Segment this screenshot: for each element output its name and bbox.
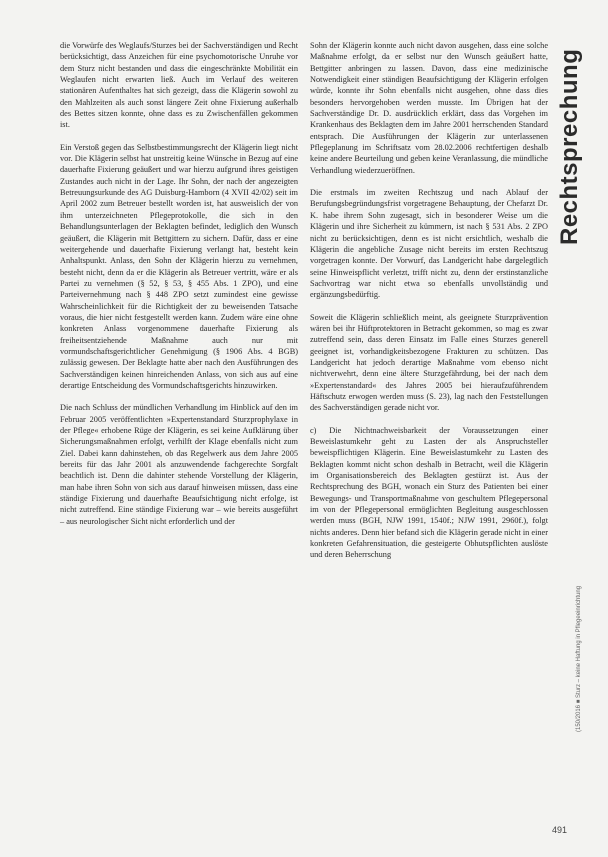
paragraph: Soweit die Klägerin schließlich meint, als geeignete Sturzprävention wären bei ihr Hüftprotektoren in Betracht gekommen, so mag es zwar zutreffend sein, dass deren Einsatz im Falle eines Sturzes generell geeignet ist, vorhandigkeitsbezogene Frakturen zu schützen. Das Landgericht hat jedoch derartige Maßnahme vom ebenso nicht nichtverwehrt, denn eine ältere Sturzgefährdung, bei der nach dem »Expertenstandard« des Jahres 2005 bei hieraufzuführendem Häftschutz erwogen werden muss (S. 23), lag nach den Feststellungen des Sachverständigen gerade nicht vor. [310,312,548,413]
paragraph: c) Die Nichtnachweisbarkeit der Voraussetzungen einer Beweislastumkehr geht zu Lasten der als Anspruchsteller beweispflichtigen Klägerin. Eine Beweislastumkehr zu Lasten des Beklagten kommt nicht schon deshalb in Betracht, weil die Klägerin im Organisationsbereich des Beklagten gestürzt ist. Aus der Rechtsprechung des BGH, wonach ein Sturz des Patienten bei einer Bewegungs- und Transportmaßnahme von geschultem Pflegepersonal im von der Pflegepersonal ermöglichten Begleitung ausgeschlossen werden muss (BGH, NJW 1991, 1540f.; NJW 1991, 2960f.), folgt nichts anderes. Denn hier befand sich die Klägerin gerade nicht in einer konkreten Gefahrensituation, die gesteigerte Obhutspflichten auslöste und deren Beherrschung [310,425,548,560]
paragraph: Die nach Schluss der mündlichen Verhandlung im Hinblick auf den im Februar 2005 veröffentlichten »Expertenstandard Sturzprophylaxe in der Pflege« erhobene Rüge der Klägerin, es sei keine Aufklärung über Sicherungsmaßnahmen erfolgt, verhilft der Klage ebenfalls nicht zum Ziel. Dabei kann dahinstehen, ob das Regelwerk aus dem Jahre 2005 bereits für das Jahr 2001 als anzuwendende fachgerechte Sorgfalt beachtlich ist. Denn die dahinter stehende Vorstellung der Klägerin, man habe ihren Sohn von sich aus darauf hinweisen müssen, dass eine ständige Fixierung und dauerhafte Beaufsichtigung nicht erfolge, ist nicht zutreffend. Eine ständige Fixierung war – wie bereits ausgeführt – aus neurologischer Sicht nicht erforderlich und der [60,403,298,526]
section-title: Rechtsprechung [556,48,583,245]
running-footer: (150/2016 ■ Sturz – keine Haftung in Pflegeeinrichtung [576,585,582,732]
page-number: 491 [552,825,568,835]
paragraph: Sohn der Klägerin konnte auch nicht davon ausgehen, dass eine solche Maßnahme erfolgt, da er selbst nur den Wunsch geäußert hatte, Bettgitter anbringen zu lassen. Davon, dass eine medizinische Notwendigkeit einer ständigen Beaufsichtigung der Klägerin erfolgen würde, konnte ihr Sohn ebenfalls nicht ausgehen, ohne dass dies besonders hervorgehoben werden musste. Im Übrigen hat der Sachverständige Dr. D. ausdrücklich erklärt, dass das Vorgehen im Krankenhaus des Beklagten dem im Jahre 2001 herrschenden Standard entsprach. Die Ausführungen der Klägerin zur unterlassenen Pflegeplanung im Schriftsatz vom 28.02.2006 rechtfertigen deshalb keine andere Beurteilung und geben keine Veranlassung, die mündliche Verhandlung wiederzueröffnen. [310,41,548,175]
left-column [60,40,298,538]
paragraph: Die erstmals im zweiten Rechtszug und nach Ablauf der Berufungsbegründungsfrist vorgetragene Behauptung, der Chefarzt Dr. K. habe ihrem Sohn zugesagt, sich in besonderer Weise um die Klägerin und ihre Sicherheit zu kümmern, ist nach § 531 Abs. 2 ZPO nicht zu berücksichtigen, denn es ist nicht ersichtlich, weshalb die Klägerin die angebliche Zusage nicht bereits im ersten Rechtszug vorgetragen konnte. Der Vorwurf, das Landgericht habe dargelegtlich seine Hinweispflicht verletzt, trifft nicht zu, denn der erstinstanzliche Sachvortrag war nicht etwa so ebenfalls unvollständig und ergänzungsbedürftig. [310,188,548,300]
right-column [310,40,548,572]
paragraph: die Vorwürfe des Weglaufs/Sturzes bei der Sachverständigen und Recht berücksichtigt, dass Anzeichen für eine psychomotorische Unruhe vor dem Sturz nicht bestanden und dass die eingeschränkte Mobilität ein Weglaufen nicht erwarten ließ. Auch im Verlauf des weiteren stationären Aufenthaltes hat sich gezeigt, dass die Klägerin sowohl zu den Mahlzeiten als auch sonst längere Zeit ohne Fixierung außerhalb des Bettes sitzen konnte, ohne dass es zu Zwischenfällen gekommen ist. [60,41,298,130]
paragraph: Ein Verstoß gegen das Selbstbestimmungsrecht der Klägerin liegt nicht vor. Die Klägerin selbst hat unstreitig keine Wünsche in Bezug auf eine dauerhafte Fixierung geäußert und war hierzu aufgrund ihres geistigen Zustandes auch nicht in der Lage. Ihr Sohn, der nach der angezeigten Betreuungsurkunde des AG Duisburg-Hamborn (4 XVII 42/02) seit im April 2002 zum Betreuer bestellt worden ist, hat ausweislich der von ihm unterzeichneten Pflegeprotokolle, die sich in den Behandlungsunterlagen der Beklagten befindet, lediglich den Wunsch geäußert, die Klägerin mit Bettgittern zu sichern. Dafür, dass er eine weitergehende und dauerhafte Fixierung verlangt hat, besteht kein Anhaltspunkt. Anlass, den Sohn der Klägerin hierzu zu vernehmen, besteht nicht, denn da er die Klägerin als Betreuer vertritt, wäre er als Partei zu vernehmen (§ 52, § 53, § 455 Abs. 1 ZPO), und eine Parteivernehmung nach § 448 ZPO setzt zumindest eine gewisse Wahrscheinlichkeit für die Richtigkeit der zu beweisenden Tatsache voraus, die hier nicht festgestellt werden kann. Zudem wäre eine ohne konkreten Anlass vorgenommene dauerhafte Fixierung als freiheitsentziehende Maßnahme auch nur mit vormundschaftsgerichtlicher Genehmigung (§ 1906 Abs. 4 BGB) zulässig gewesen. Der Beklagte hatte aber nach den Ausführungen des Sachverständigen keinen hinreichenden Anlass, von sich aus auf eine derartige Entscheidung des Vormundschaftsgerichts hinzuwirken. [60,142,298,390]
